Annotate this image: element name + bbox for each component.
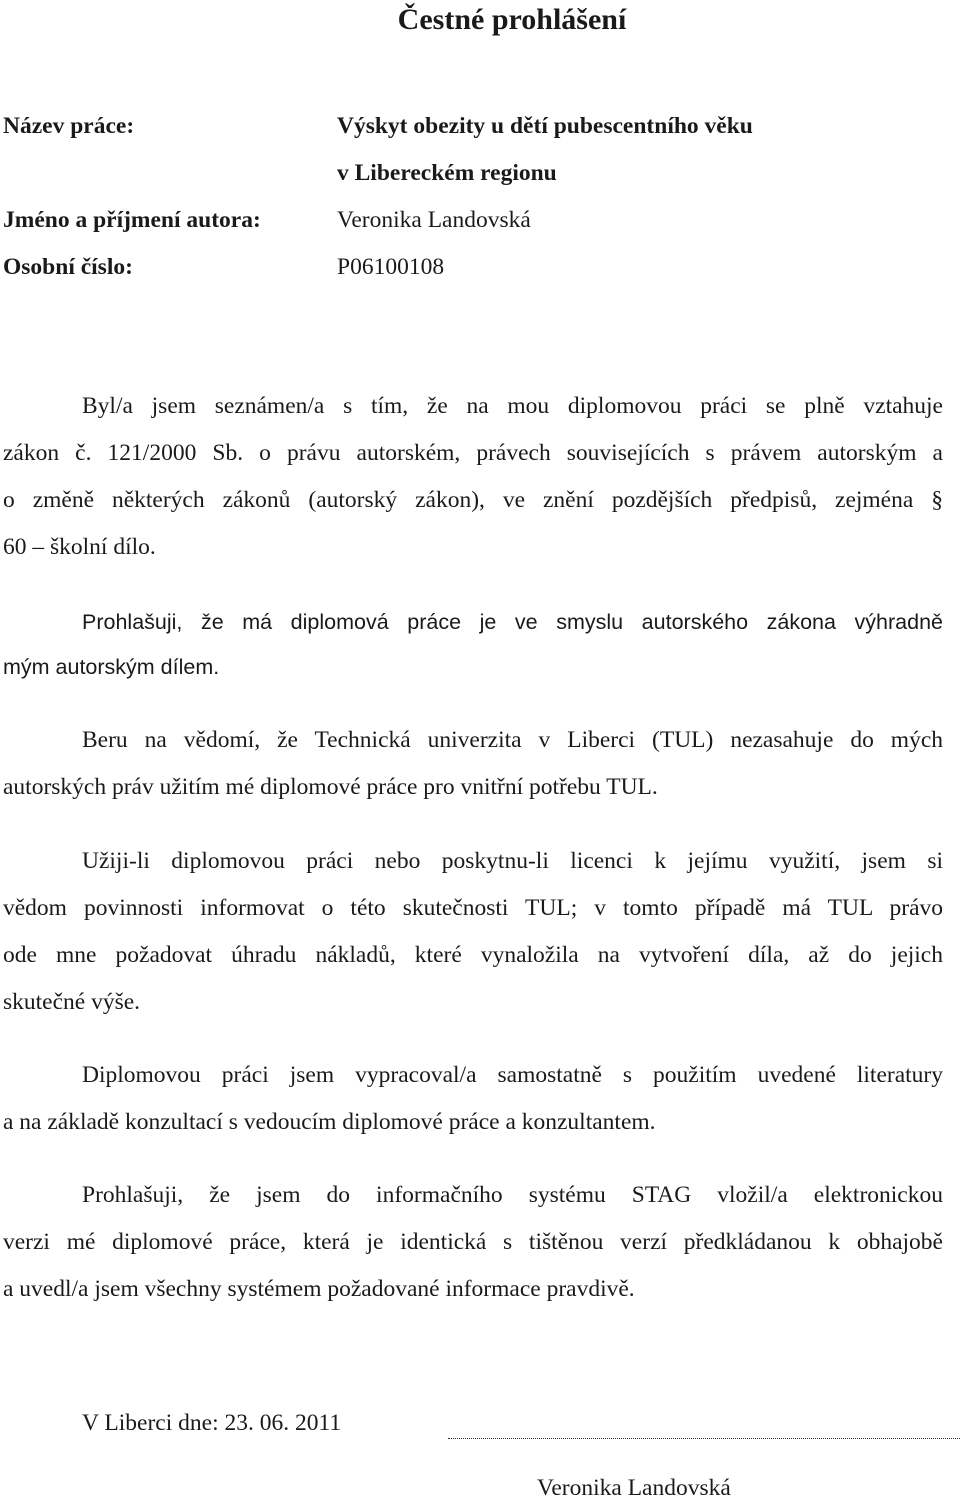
para6-line3: a uvedl/a jsem všechny systémem požadované informace pravdivě. (3, 1276, 635, 1302)
para3-line1: Beru na vědomí, že Technická univerzita v Liberci (TUL) nezasahuje do mých (82, 727, 943, 753)
para4-line3: ode mne požadovat úhradu nákladů, které vynaložila na vytvoření díla, až do jejich (3, 942, 943, 968)
para5-line2: a na základě konzultací s vedoucím diplomové práce a konzultantem. (3, 1109, 656, 1135)
para5-line1: Diplomovou práci jsem vypracoval/a samostatně s použitím uvedené literatury (82, 1062, 943, 1088)
thesis-title-line1: Výskyt obezity u dětí pubescentního věku (337, 113, 753, 139)
para1-line4: 60 – školní dílo. (3, 534, 156, 560)
signature-line (448, 1438, 960, 1439)
id-label: Osobní číslo: (3, 254, 133, 280)
thesis-label: Název práce: (3, 113, 135, 139)
para1-line2: zákon č. 121/2000 Sb. o právu autorském, právech souvisejících s právem autorským a (3, 440, 943, 466)
date-line: V Liberci dne: 23. 06. 2011 (82, 1410, 342, 1436)
para3-line2: autorských práv užitím mé diplomové práce pro vnitřní potřebu TUL. (3, 774, 658, 800)
para1-line1: Byl/a jsem seznámen/a s tím, že na mou diplomovou práci se plně vztahuje (82, 393, 943, 419)
para4-line4: skutečné výše. (3, 989, 141, 1015)
author-label: Jméno a příjmení autora: (3, 207, 261, 233)
page-title: Čestné prohlášení (397, 3, 627, 36)
para2-line2: mým autorským dílem. (3, 655, 220, 679)
para6-line1: Prohlašuji, že jsem do informačního systému STAG vložil/a elektronickou (82, 1182, 943, 1208)
author-value: Veronika Landovská (337, 207, 531, 233)
para4-line2: vědom povinnosti informovat o této skutečnosti TUL; v tomto případě má TUL právo (3, 895, 943, 921)
signature-name: Veronika Landovská (537, 1475, 731, 1501)
para4-line1: Užiji-li diplomovou práci nebo poskytnu-li licenci k jejímu využití, jsem si (82, 848, 943, 874)
para6-line2: verzi mé diplomové práce, která je identická s tištěnou verzí předkládanou k obhajobě (3, 1229, 943, 1255)
para2-line1: Prohlašuji, že má diplomová práce je ve smyslu autorského zákona výhradně (82, 610, 943, 634)
id-value: P06100108 (337, 254, 445, 280)
thesis-title-line2: v Libereckém regionu (337, 160, 557, 186)
para1-line3: o změně některých zákonů (autorský zákon), ve znění pozdějších předpisů, zejména § (3, 487, 943, 513)
